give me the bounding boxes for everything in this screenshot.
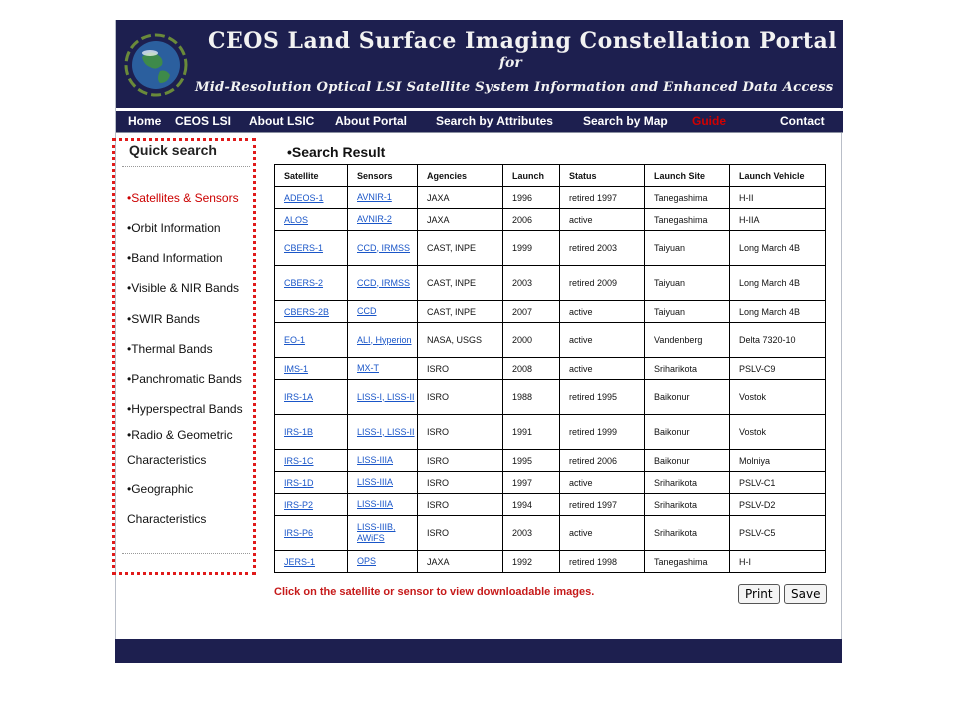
agency-cell: ISRO [418,415,503,450]
launch-vehicle-cell: H-I [730,551,826,573]
satellite-link[interactable]: IRS-P6 [284,528,314,538]
satellite-link[interactable]: CBERS-2 [284,278,324,288]
table-header-row [275,165,826,187]
launch-vehicle-cell: H-II [730,187,826,209]
banner-title: CEOS Land Surface Imaging Constellation Portal [208,28,838,54]
banner-subtitle: Mid-Resolution Optical LSI Satellite System Information and Enhanced Data Access [195,80,834,95]
sensor-link[interactable]: LISS-I, LISS-II [357,391,415,402]
quick-search-title: Quick search [129,142,217,158]
status-cell: retired 1995 [560,380,645,415]
qs-radio-geometric-cont[interactable]: Characteristics [127,453,207,467]
qs-geographic-cont[interactable]: Characteristics [127,512,207,526]
launch-site-cell: Taiyuan [645,301,730,323]
launch-vehicle-cell: PSLV-C1 [730,472,826,494]
launch-site-cell: Baikonur [645,415,730,450]
agency-cell: JAXA [418,551,503,573]
agency-cell: CAST, INPE [418,301,503,323]
sensor-link[interactable]: CCD [357,306,377,316]
qs-band-information[interactable]: •Band Information [127,251,223,265]
launch-cell: 1994 [503,494,560,516]
qs-orbit-information[interactable]: •Orbit Information [127,221,221,235]
status-cell: retired 1998 [560,551,645,573]
table-row [275,551,826,573]
col-status: Status [560,165,645,187]
qs-visible-nir-bands[interactable]: •Visible & NIR Bands [127,281,240,295]
launch-vehicle-cell: Long March 4B [730,266,826,301]
nav-about-lsic[interactable]: About LSIC [249,114,315,128]
nav-contact[interactable]: Contact [780,114,825,128]
launch-vehicle-cell: PSLV-C9 [730,358,826,380]
status-cell: retired 2003 [560,231,645,266]
sensor-link[interactable]: ALI, Hyperion [357,334,412,345]
table-row [275,231,826,266]
agency-cell: ISRO [418,380,503,415]
qs-satellites-sensors[interactable]: •Satellites & Sensors [127,191,239,205]
launch-site-cell: Tanegashima [645,551,730,573]
launch-vehicle-cell: Molniya [730,450,826,472]
sensor-link[interactable]: LISS-IIIA [357,455,394,465]
launch-site-cell: Sriharikota [645,358,730,380]
launch-site-cell: Taiyuan [645,231,730,266]
launch-site-cell: Baikonur [645,450,730,472]
qs-thermal-bands[interactable]: •Thermal Bands [127,342,213,356]
satellite-link[interactable]: IRS-1D [284,477,314,488]
launch-vehicle-cell: H-IIA [730,209,826,231]
status-cell: active [560,323,645,358]
launch-cell: 2000 [503,323,560,358]
qs-radio-geometric[interactable]: •Radio & Geometric [127,428,233,442]
main-nav [116,109,843,133]
footer-bar [115,639,842,663]
launch-site-cell: Sriharikota [645,516,730,551]
col-sensors: Sensors [348,165,418,187]
sensor-link[interactable]: LISS-IIIB, AWiFS [357,522,396,543]
table-row [275,266,826,301]
launch-cell: 1997 [503,472,560,494]
banner-for: for [499,55,522,71]
col-agencies: Agencies [418,165,503,187]
results-table [274,164,826,573]
status-cell: active [560,358,645,380]
launch-cell: 2003 [503,266,560,301]
table-row [275,450,826,472]
table-row [275,516,826,551]
agency-cell: ISRO [418,472,503,494]
satellite-link[interactable]: IRS-1B [284,427,314,437]
agency-cell: ISRO [418,450,503,472]
download-hint: Click on the satellite or sensor to view downloadable images. [274,586,595,598]
header-banner [116,20,843,108]
satellite-link[interactable]: IRS-1A [284,392,314,402]
satellite-link[interactable]: ALOS [284,214,309,225]
qs-geographic[interactable]: •Geographic [127,482,194,496]
sensor-link[interactable]: OPS [357,556,377,566]
launch-cell: 1996 [503,187,560,209]
sensor-link[interactable]: MX-T [357,363,379,373]
sensor-link[interactable]: LISS-IIIA [357,477,394,487]
divider [122,553,250,554]
sensor-link[interactable]: AVNIR-1 [357,192,392,202]
launch-site-cell: Sriharikota [645,494,730,516]
earth-globe-icon [124,33,188,97]
status-cell: active [560,472,645,494]
status-cell: active [560,209,645,231]
nav-guide[interactable]: Guide [692,114,727,128]
table-row [275,415,826,450]
agency-cell: CAST, INPE [418,231,503,266]
sensor-link[interactable]: CCD, IRMSS [357,242,411,253]
nav-home[interactable]: Home [128,114,162,128]
status-cell: retired 2009 [560,266,645,301]
table-row [275,301,826,323]
table-row [275,323,826,358]
satellite-link[interactable]: EO-1 [284,335,306,345]
launch-vehicle-cell: Vostok [730,380,826,415]
print-button[interactable]: Print [738,584,780,604]
sensor-link[interactable]: LISS-I, LISS-II [357,426,415,437]
launch-site-cell: Vandenberg [645,323,730,358]
launch-site-cell: Tanegashima [645,187,730,209]
satellite-link[interactable]: IRS-P2 [284,499,314,510]
sensor-link[interactable]: LISS-IIIA [357,499,394,509]
satellite-link[interactable]: CBERS-1 [284,243,324,253]
table-row [275,358,826,380]
launch-cell: 2006 [503,209,560,231]
sensor-link[interactable]: AVNIR-2 [357,214,392,224]
launch-vehicle-cell: PSLV-D2 [730,494,826,516]
qs-panchromatic-bands[interactable]: •Panchromatic Bands [127,372,242,386]
launch-vehicle-cell: Vostok [730,415,826,450]
status-cell: retired 1999 [560,415,645,450]
col-launch-site: Launch Site [645,165,730,187]
table-row [275,472,826,494]
table-row [275,209,826,231]
satellite-link[interactable]: ADEOS-1 [284,192,324,203]
satellite-link[interactable]: IMS-1 [284,363,309,374]
qs-swir-bands[interactable]: •SWIR Bands [127,312,200,326]
table-row [275,187,826,209]
status-cell: retired 1997 [560,187,645,209]
launch-vehicle-cell: Long March 4B [730,301,826,323]
agency-cell: JAXA [418,187,503,209]
status-cell: retired 2006 [560,450,645,472]
satellite-link[interactable]: IRS-1C [284,455,314,466]
launch-cell: 2007 [503,301,560,323]
launch-cell: 1995 [503,450,560,472]
agency-cell: ISRO [418,516,503,551]
launch-cell: 1999 [503,231,560,266]
qs-hyperspectral-bands[interactable]: •Hyperspectral Bands [127,402,243,416]
launch-vehicle-cell: Delta 7320-10 [730,323,826,358]
sensor-link[interactable]: CCD, IRMSS [357,277,411,288]
launch-vehicle-cell: Long March 4B [730,231,826,266]
launch-cell: 2008 [503,358,560,380]
status-cell: active [560,301,645,323]
agency-cell: ISRO [418,494,503,516]
col-satellite: Satellite [275,165,348,187]
status-cell: active [560,516,645,551]
launch-cell: 2003 [503,516,560,551]
nav-ceos-lsi[interactable]: CEOS LSI [175,114,232,128]
nav-search-map[interactable]: Search by Map [583,114,668,128]
launch-site-cell: Tanegashima [645,209,730,231]
launch-site-cell: Taiyuan [645,266,730,301]
col-launch: Launch [503,165,560,187]
nav-about-portal[interactable]: About Portal [335,114,407,128]
agency-cell: ISRO [418,358,503,380]
satellite-link[interactable]: JERS-1 [284,556,316,567]
launch-cell: 1988 [503,380,560,415]
launch-site-cell: Sriharikota [645,472,730,494]
divider [122,166,250,167]
save-button[interactable]: Save [784,584,827,604]
search-result-title: •Search Result [287,144,386,160]
status-cell: retired 1997 [560,494,645,516]
agency-cell: CAST, INPE [418,266,503,301]
table-row [275,380,826,415]
launch-site-cell: Baikonur [645,380,730,415]
nav-search-attributes[interactable]: Search by Attributes [436,114,553,128]
agency-cell: JAXA [418,209,503,231]
satellite-link[interactable]: CBERS-2B [284,306,330,317]
agency-cell: NASA, USGS [418,323,503,358]
col-launch-vehicle: Launch Vehicle [730,165,826,187]
table-row [275,494,826,516]
launch-cell: 1992 [503,551,560,573]
launch-cell: 1991 [503,415,560,450]
launch-vehicle-cell: PSLV-C5 [730,516,826,551]
